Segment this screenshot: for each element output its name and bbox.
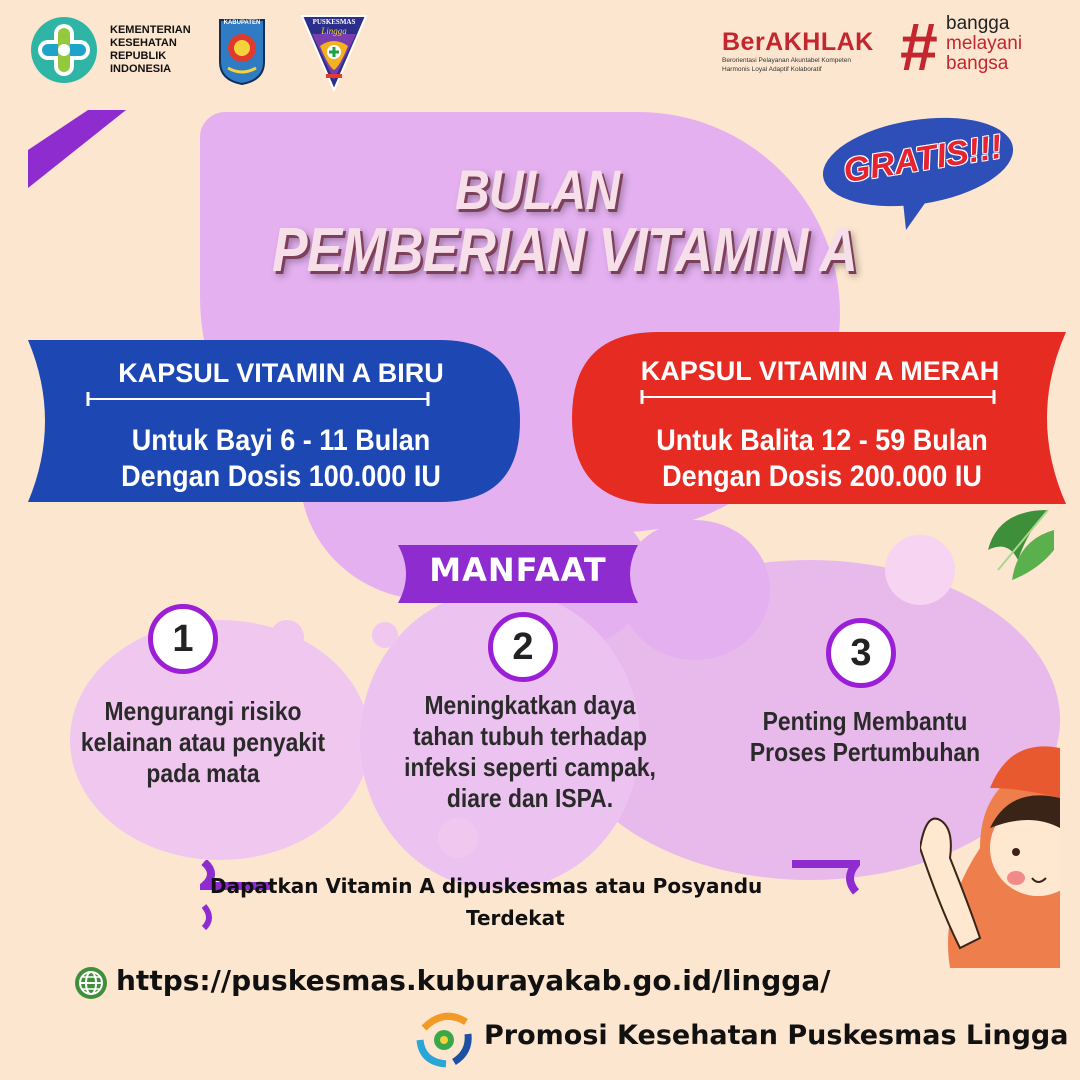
kemenkes-line: KEMENTERIAN [110,24,191,36]
globe-icon [74,966,108,1000]
blue-capsule-dose: Dengan Dosis 100.000 IU [121,460,441,493]
blue-capsule-age: Untuk Bayi 6 - 11 Bulan [131,424,431,457]
benefit-text-2 [389,690,671,814]
gratis-text: GRATIS!!! [840,127,1005,191]
berakhlak-logo [722,28,912,88]
red-capsule-heading: KAPSUL VITAMIN A MERAH [640,356,1000,386]
decor-blob [300,800,318,818]
kemenkes-logo [28,14,208,84]
title-line-2: PEMBERIAN VITAMIN A [272,216,858,285]
berakhlak-tagline: Berorientasi Pelayanan Akuntabel Kompeten [722,57,852,64]
kabupaten-logo-text: KABUPATEN [223,20,261,26]
benefit-number: 3 [826,618,896,688]
decor-blob [270,620,304,654]
benefit-line: infeksi seperti campak, [404,752,656,782]
red-capsule-dose: Dengan Dosis 200.000 IU [662,460,982,493]
manfaat-label: MANFAAT [429,551,607,589]
bangga-word: bangga [946,13,1010,34]
heading-underline [640,390,996,404]
leaf-icon [978,500,1058,590]
puskesmas-logo-text: PUSKESMAS [312,18,356,26]
benefit-line: diare dan ISPA. [446,783,614,813]
heading-underline [86,392,430,406]
kemenkes-line: INDONESIA [110,63,172,75]
title-line-1: BULAN [455,158,620,221]
decor-blob [372,622,398,648]
benefit-line: kelainan atau penyakit [80,727,326,757]
decor-blob [885,535,955,605]
manfaat-label-box [398,545,638,603]
puskesmas-lingga-logo [300,14,368,92]
berakhlak-title: BerAKHLAK [722,28,874,56]
benefit-line: tahan tubuh terhadap [413,721,647,751]
gratis-badge [818,112,1018,232]
benefit-line: pada mata [146,758,260,788]
blue-capsule-banner [28,340,520,502]
benefit-number: 2 [488,612,558,682]
kabupaten-logo [217,14,267,86]
cta-line-1: Dapatkan Vitamin A dipuskesmas atau Posyandu [210,874,763,898]
benefit-line: Mengurangi risiko [104,696,302,726]
puskesmas-logo-script: Lingga [321,26,347,36]
decor-blob [438,818,478,858]
benefit-line: Proses Pertumbuhan [749,737,981,767]
kemenkes-emblem-icon [28,14,100,86]
cta-line-2: Terdekat [466,906,565,930]
red-capsule-age: Untuk Balita 12 - 59 Bulan [656,424,988,457]
promkes-label: Promosi Kesehatan Puskesmas Lingga [484,1020,1069,1051]
promkes-logo-icon [414,1008,474,1068]
benefit-line: Penting Membantu [762,706,968,736]
bangga-word: bangsa [946,53,1009,74]
bangga-word: melayani [946,33,1023,54]
kemenkes-line: REPUBLIK [110,50,167,62]
benefit-line: Meningkatkan daya [424,690,636,720]
blue-capsule-heading: KAPSUL VITAMIN A BIRU [118,358,444,388]
kemenkes-line: KESEHATAN [110,37,177,49]
red-capsule-banner [572,332,1066,504]
website-link[interactable]: https://puskesmas.kuburayakab.go.id/lingga/ [116,964,831,997]
hashtag-icon: # [900,9,938,85]
benefit-number: 1 [148,604,218,674]
bangga-melayani-bangsa-logo [900,9,1050,86]
benefit-text-1 [67,696,340,789]
berakhlak-tagline: Harmonis Loyal Adaptif Kolaboratif [722,66,822,73]
child-illustration [920,728,1060,968]
corner-stripe [28,110,128,190]
